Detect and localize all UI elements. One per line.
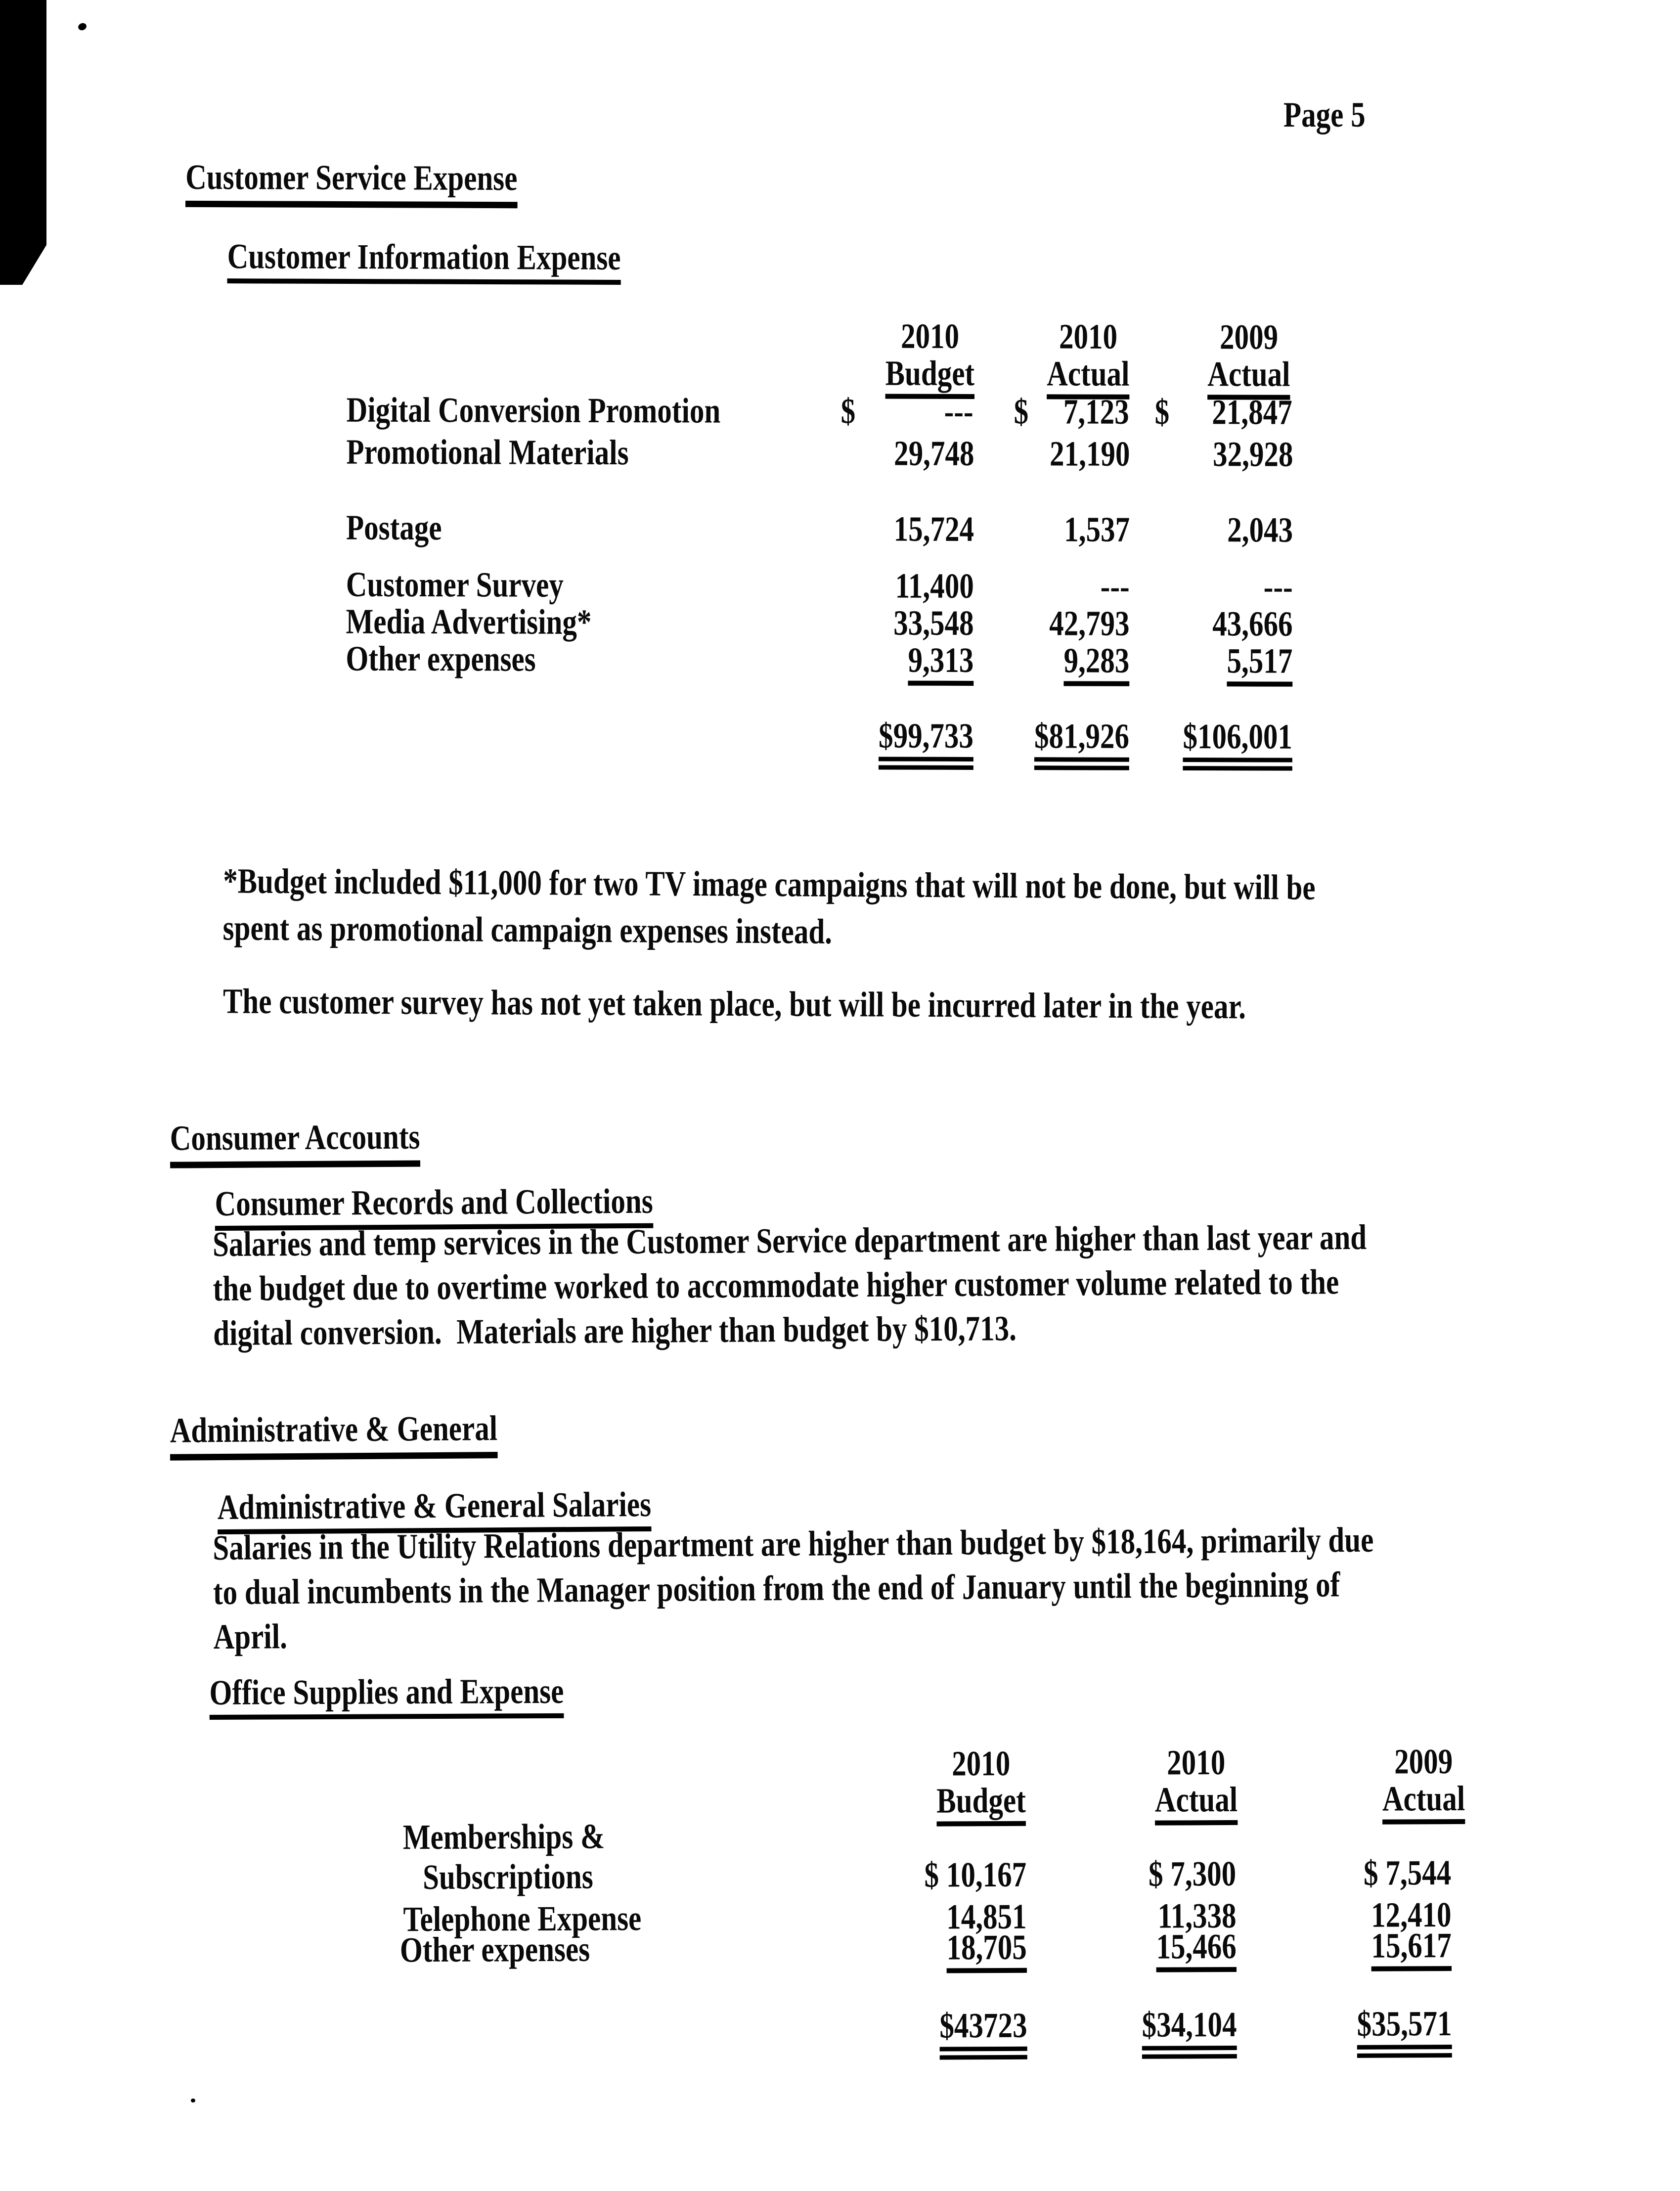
table1-row-label: Other expenses [346,638,536,679]
paragraph-line: Salaries and temp services in the Customer Service department are higher than last year and [212,1217,1367,1264]
table2-total: $34,104 [1039,2007,1237,2059]
dollar-sign: $ [840,391,856,431]
table1-cell: 15,724 [893,509,974,549]
table1-cell: 43,666 [1212,604,1293,644]
heading-consumer-accounts: Consumer Accounts [170,1118,475,1168]
heading-admin-general: Administrative & General [170,1410,570,1461]
table2-cell: 15,466 [1039,1928,1237,1973]
table1-cell: 5,517 [1095,643,1292,687]
table2-col2-type: Actual [1097,1781,1295,1826]
table1-col1-year: 2010 [900,316,960,356]
paragraph-line: Salaries in the Utility Relations department are higher than budget by $18,164, primarily due [213,1520,1374,1568]
table2-row-label: Other expenses [399,1929,590,1970]
table1-cell: 9,313 [776,642,973,686]
footnote-line: *Budget included $11,000 for two TV image campaigns that will not be done, but will be [223,861,1316,907]
table2-cell: $ 10,167 [924,1854,1027,1895]
table2-col3-type: Actual [1325,1780,1522,1825]
table2-cell: 15,617 [1254,1927,1452,1972]
table2-cell: $ 7,300 [1148,1853,1237,1894]
table1-cell: 1,537 [1064,509,1130,549]
table1-row-label: Customer Survey [346,564,564,605]
table2-total: $43723 [829,2008,1027,2060]
table2-row-label: Subscriptions [423,1856,593,1897]
table2-cell: 14,851 [946,1896,1027,1937]
table2-col3-year: 2009 [1394,1742,1453,1782]
heading-consumer-records: Consumer Records and Collections [215,1183,749,1231]
table1-total: $106,001 [1095,718,1292,771]
table2-row-label: Telephone Expense [403,1898,642,1939]
paragraph-line: the budget due to overtime worked to accommodate higher customer volume related to the [213,1262,1339,1309]
table1-row-label: Postage [346,507,442,548]
table1-cell: 32,928 [1213,434,1293,474]
table1-col2-type: Actual [989,356,1187,400]
paragraph-line: April. [213,1616,288,1657]
survey-note: The customer survey has not yet taken place, but will be incurred later in the year. [222,981,1246,1027]
table2-cell: 18,705 [829,1929,1027,1974]
table1-col2-year: 2010 [1059,316,1118,357]
table1-col3-type: Actual [1150,356,1348,400]
table1-cell: 42,793 [1049,603,1130,643]
table1-cell: 21,190 [1050,434,1130,474]
paragraph-line: digital conversion. Materials are higher than budget by $10,713. [213,1308,1017,1353]
table1-cell: --- [1100,566,1130,606]
heading-customer-service-expense: Customer Service Expense [185,159,590,209]
page-number-label: Page 5 [1283,95,1366,134]
table1-cell: 9,283 [931,642,1129,686]
table2-cell: 11,338 [1157,1895,1237,1936]
heading-customer-information-expense: Customer Information Expense [227,238,707,285]
table1-cell: 2,043 [1227,510,1293,550]
paragraph-line: to dual incumbents in the Manager position from the end of January until the beginning of [213,1565,1340,1612]
table2-row-label: Memberships & [402,1816,605,1857]
heading-admin-general-salaries: Administrative & General Salaries [217,1486,746,1534]
footnote-line: spent as promotional campaign expenses instead. [222,908,833,951]
table1-cell: 11,400 [895,566,974,606]
table1-cell: 33,548 [893,603,974,643]
table1-cell: --- [1263,567,1293,607]
table1-col1-type: Budget [831,355,1029,399]
table1-cell: $ 21,847 [1154,392,1292,432]
table1-row-label: Media Advertising* [346,601,592,642]
table1-cell: 29,748 [894,433,974,473]
table2-cell: 12,410 [1371,1895,1452,1935]
table2-col1-type: Budget [882,1782,1080,1827]
table1-total: $81,926 [931,718,1129,770]
table1-row-label: Digital Conversion Promotion [346,390,721,431]
table1-col3-year: 2009 [1219,317,1279,357]
table2-total: $35,571 [1254,2006,1452,2058]
heading-office-supplies: Office Supplies and Expense [209,1673,642,1720]
dollar-sign: $ [1014,392,1029,432]
table2-cell: $ 7,544 [1363,1853,1452,1893]
dollar-sign: $ [1154,392,1170,432]
table2-col2-year: 2010 [1166,1743,1226,1783]
table1-row-label: Promotional Materials [346,432,629,473]
table1-cell: $ 7,123 [1014,392,1129,432]
table1-cell: $ --- [840,391,973,431]
table1-total: $99,733 [776,717,973,770]
table2-col1-year: 2010 [951,1743,1011,1784]
